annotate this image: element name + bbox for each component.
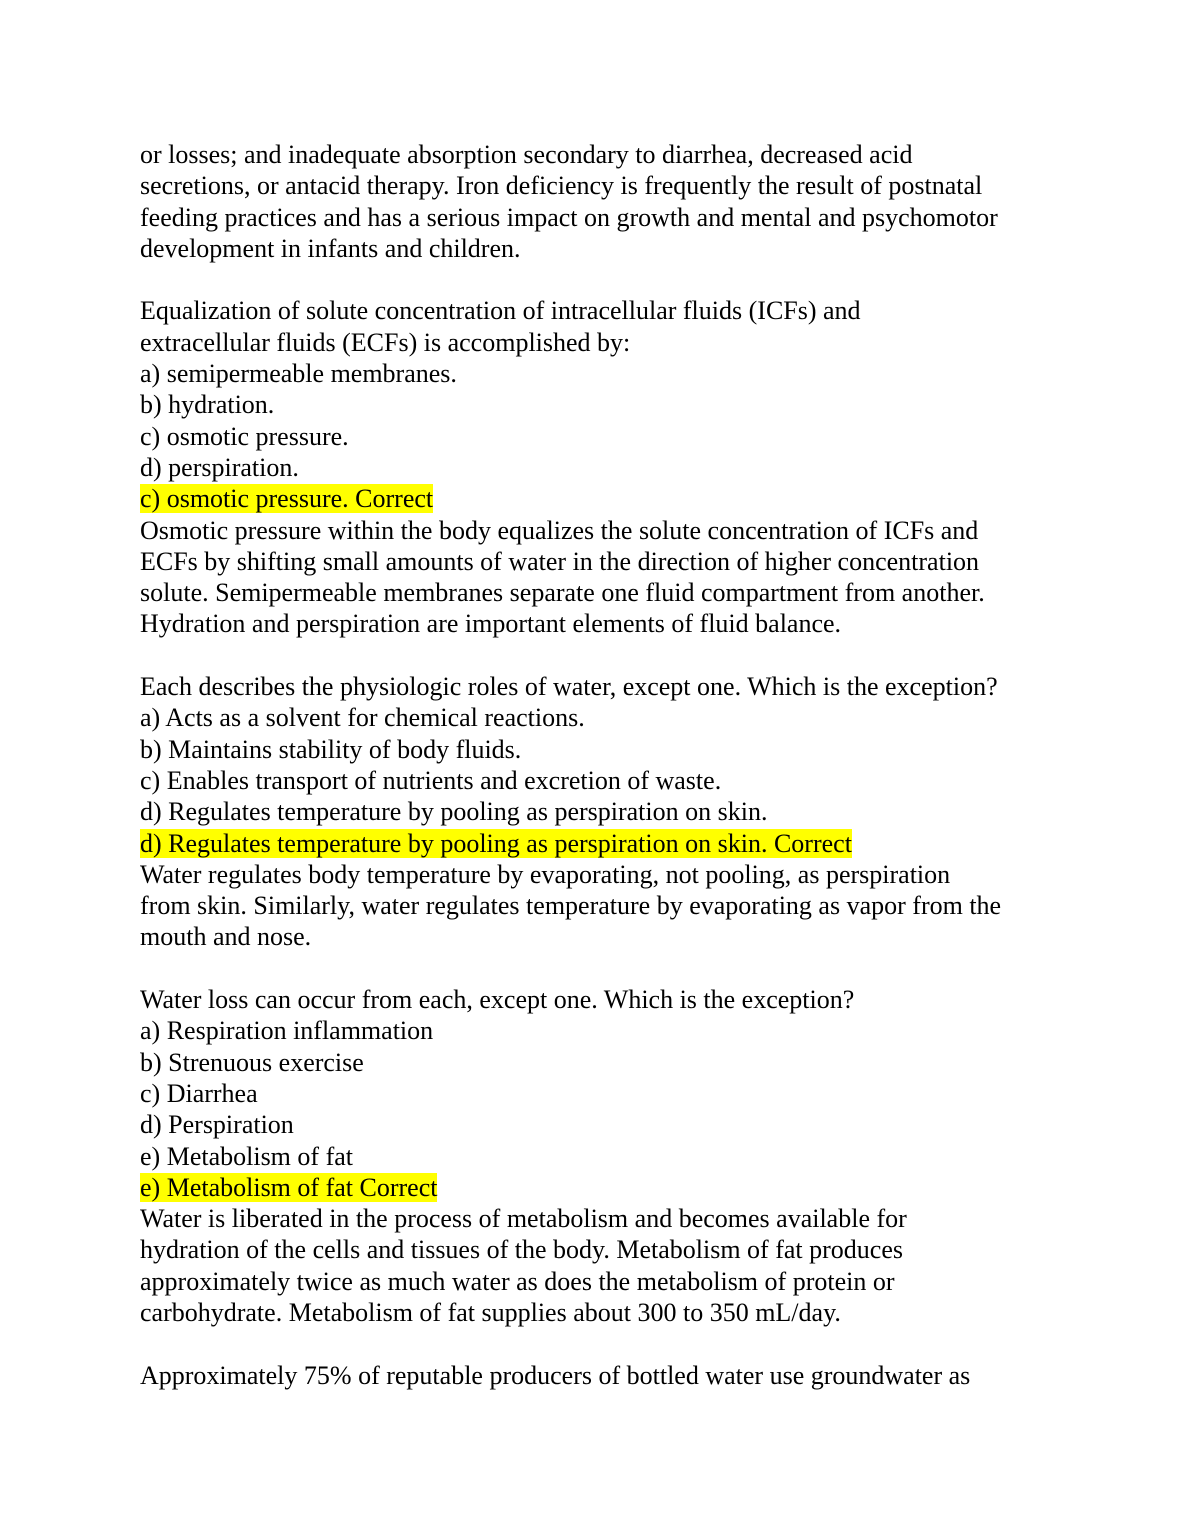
- correct-answer-line: [140, 483, 1060, 514]
- explanation-line: Osmotic pressure within the body equalizes the solute concentration of ICFs and: [140, 515, 979, 545]
- question-stem: Water loss can occur from each, except one. Which is the exception?: [140, 985, 855, 1015]
- explanation-line: carbohydrate. Metabolism of fat supplies about 300 to 350 mL/day.: [140, 1297, 841, 1327]
- answer-option: e) Metabolism of fat: [140, 1141, 353, 1171]
- answer-option: a) semipermeable membranes.: [140, 359, 457, 389]
- document-page: [140, 139, 1060, 1391]
- correct-answer-highlight: e) Metabolism of fat Correct: [140, 1172, 438, 1202]
- correct-answer-line: [140, 1172, 1060, 1203]
- explanation-line: Hydration and perspiration are important elements of fluid balance.: [140, 609, 842, 639]
- intro-line: development in infants and children.: [140, 233, 521, 263]
- answer-option: b) hydration.: [140, 390, 275, 420]
- explanation-line: from skin. Similarly, water regulates temperature by evaporating as vapor from the: [140, 891, 1002, 921]
- answer-option: d) Regulates temperature by pooling as perspiration on skin.: [140, 797, 768, 827]
- trailing-paragraph: [140, 1360, 1060, 1391]
- answer-option: b) Maintains stability of body fluids.: [140, 734, 522, 764]
- intro-line: feeding practices and has a serious impact on growth and mental and psychomotor: [140, 202, 998, 232]
- question-stem: extracellular fluids (ECFs) is accomplished by:: [140, 327, 631, 357]
- question-block-3: [140, 984, 1060, 1328]
- explanation-line: ECFs by shifting small amounts of water in the direction of higher concentration: [140, 546, 980, 576]
- question-stem: Equalization of solute concentration of intracellular fluids (ICFs) and: [140, 296, 861, 326]
- answer-option: c) osmotic pressure.: [140, 421, 349, 451]
- answer-option: c) Diarrhea: [140, 1078, 258, 1108]
- explanation-line: mouth and nose.: [140, 922, 312, 952]
- correct-answer-line: [140, 828, 1060, 859]
- answer-option: c) Enables transport of nutrients and excretion of waste.: [140, 765, 722, 795]
- trailing-line: Approximately 75% of reputable producers of bottled water use groundwater as: [140, 1360, 971, 1390]
- correct-answer-highlight: c) osmotic pressure. Correct: [140, 484, 434, 514]
- question-block-2: [140, 671, 1060, 953]
- explanation-line: Water regulates body temperature by evaporating, not pooling, as perspiration: [140, 859, 951, 889]
- explanation-line: hydration of the cells and tissues of the body. Metabolism of fat produces: [140, 1235, 903, 1265]
- intro-line: secretions, or antacid therapy. Iron deficiency is frequently the result of postnatal: [140, 171, 983, 201]
- answer-option: a) Respiration inflammation: [140, 1016, 434, 1046]
- intro-line: or losses; and inadequate absorption secondary to diarrhea, decreased acid: [140, 140, 913, 169]
- answer-option: b) Strenuous exercise: [140, 1047, 364, 1077]
- question-stem: Each describes the physiologic roles of water, except one. Which is the exception?: [140, 672, 998, 702]
- explanation-line: approximately twice as much water as does the metabolism of protein or: [140, 1266, 895, 1296]
- answer-option: a) Acts as a solvent for chemical reactions.: [140, 703, 585, 733]
- question-block-1: [140, 295, 1060, 639]
- answer-option: d) perspiration.: [140, 452, 299, 482]
- intro-paragraph: [140, 139, 1060, 264]
- explanation-line: solute. Semipermeable membranes separate one fluid compartment from another.: [140, 578, 985, 608]
- answer-option: d) Perspiration: [140, 1110, 294, 1140]
- explanation-line: Water is liberated in the process of metabolism and becomes available for: [140, 1204, 907, 1234]
- correct-answer-highlight: d) Regulates temperature by pooling as perspiration on skin. Correct: [140, 828, 852, 858]
